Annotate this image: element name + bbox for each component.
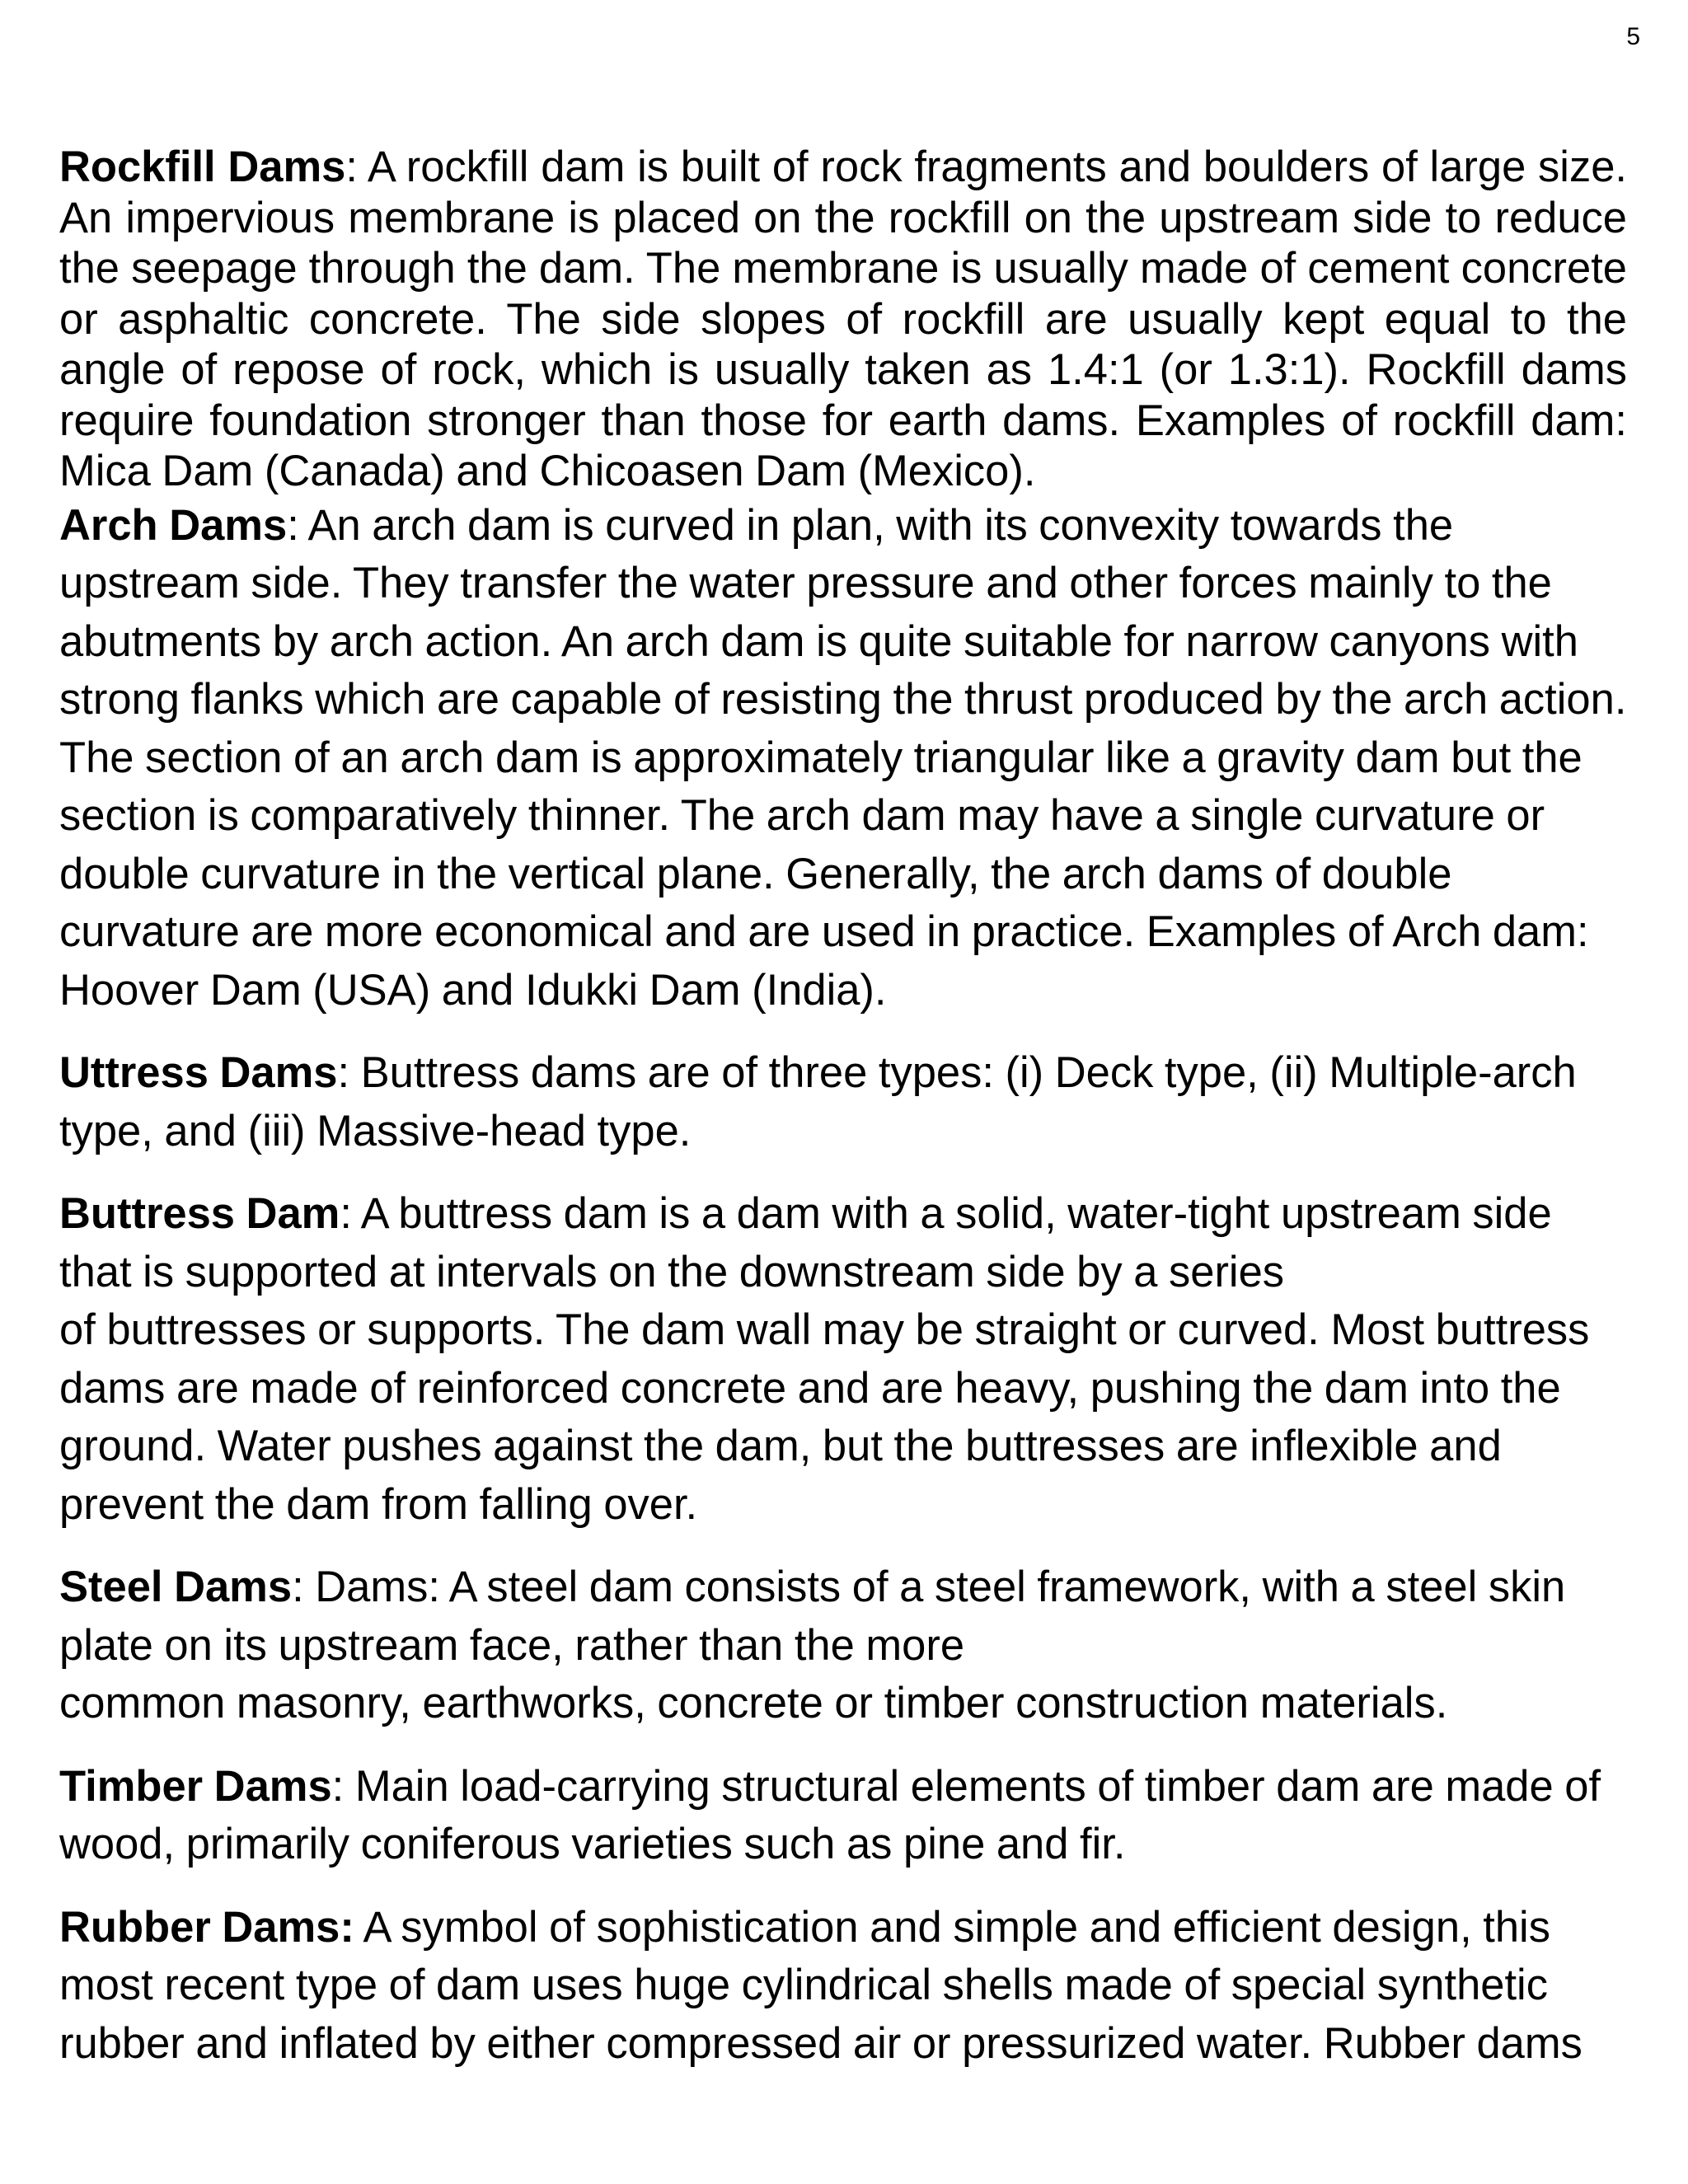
paragraph-text-line2: common masonry, earthworks, concrete or timber construction materials. <box>59 1679 1448 1727</box>
paragraph-rockfill-dams <box>59 142 1627 497</box>
term-separator: : <box>340 1189 352 1238</box>
paragraph-text-line1: Dams: A steel dam consists of a steel framework, with a steel skin plate on its upstream face, rather than the more <box>59 1563 1566 1670</box>
paragraph-text-line1: A buttress dam is a dam with a solid, water-tight upstream side that is supported at intervals on the downstream side by a series <box>59 1189 1552 1296</box>
term-arch-dams: Arch Dams <box>59 500 288 550</box>
paragraph-text: A rockfill dam is built of rock fragments and boulders of large size. An impervious membrane is placed on the rockfill on the upstream side to reduce the seepage through the dam. The membrane is usually made of cement concrete or asphaltic concrete. The side slopes of rockfill are usually kept equal to the angle of repose of rock, which is usually taken as 1.4:1 (or 1.3:1). Rockfill dams require foundation stronger than those for earth dams. Examples of rockfill dam: Mica Dam (Canada) and Chicoasen Dam (Mexico). <box>59 143 1627 495</box>
term-separator: : <box>331 1761 345 1811</box>
term-buttress-dam: Buttress Dam <box>59 1189 340 1238</box>
paragraph-text-line2: of buttresses or supports. The dam wall may be straight or curved. Most buttress dams are made of reinforced concrete and are heavy, pushing the dam into the ground. Water pushes against the dam, but the buttresses are inflexible and prevent the dam from falling over. <box>59 1305 1590 1529</box>
term-rockfill-dams: Rockfill Dams <box>59 143 346 191</box>
paragraph-rubber-dams <box>59 1899 1627 2074</box>
term-timber-dams: Timber Dams <box>59 1761 332 1811</box>
paragraph-text: A symbol of sophistication and simple and efficient design, this most recent type of dam uses huge cylindrical shells made of special synthetic rubber and inflated by either compressed air or pressurized water. Rubber dams <box>59 1902 1582 2068</box>
page-number: 5 <box>1626 23 1640 50</box>
term-separator: : <box>287 500 299 550</box>
paragraph-timber-dams <box>59 1758 1627 1874</box>
term-separator: : <box>337 1048 350 1097</box>
paragraph-text: An arch dam is curved in plan, with its convexity towards the upstream side. They transfer the water pressure and other forces mainly to the abutments by arch action. An arch dam is quite suitable for narrow canyons with strong flanks which are capable of resisting the thrust produced by the arch action. The section of an arch dam is approximately triangular like a gravity dam but the section is comparatively thinner. The arch dam may have a single curvature or double curvature in the vertical plane. Generally, the arch dams of double curvature are more economical and are used in practice. Examples of Arch dam: Hoover Dam (USA) and Idukki Dam (India). <box>59 500 1627 1015</box>
document-body <box>59 142 1627 2073</box>
paragraph-arch-dams <box>59 497 1627 1020</box>
term-rubber-dams: Rubber Dams: <box>59 1902 354 1952</box>
paragraph-text: Main load-carrying structural elements of timber dam are made of wood, primarily coniferous varieties such as pine and fir. <box>59 1761 1601 1868</box>
paragraph-uttress-dams <box>59 1044 1627 1160</box>
paragraph-steel-dams <box>59 1558 1627 1733</box>
term-steel-dams: Steel Dams <box>59 1563 293 1611</box>
paragraph-buttress-dam <box>59 1185 1627 1534</box>
term-separator: : <box>292 1563 304 1611</box>
term-separator: : <box>345 143 358 191</box>
term-uttress-dams: Uttress Dams <box>59 1048 338 1097</box>
paragraph-text: Buttress dams are of three types: (i) Deck type, (ii) Multiple-arch type, and (iii) Massive-head type. <box>59 1048 1577 1155</box>
